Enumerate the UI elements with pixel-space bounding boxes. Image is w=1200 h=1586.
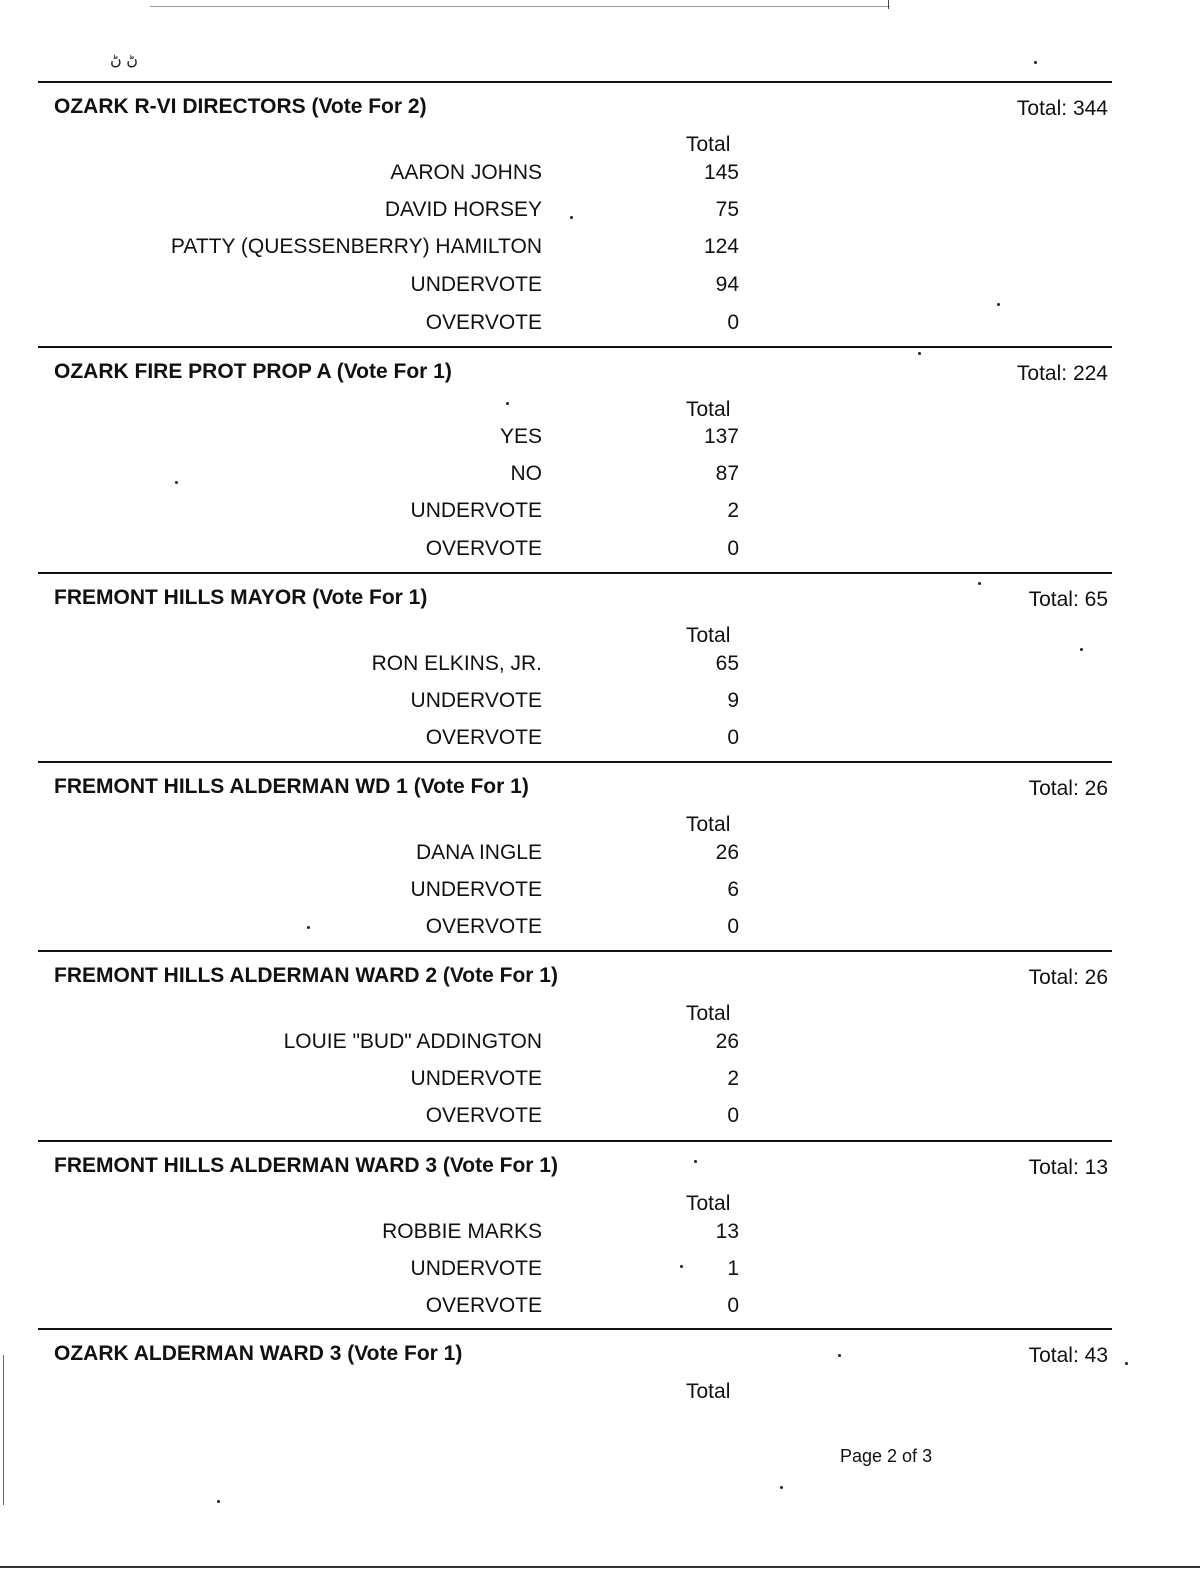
candidate-name: OVERVOTE (425, 537, 542, 560)
vote-count: 94 (715, 273, 739, 296)
race-title: OZARK FIRE PROT PROP A (Vote For 1) (54, 360, 452, 383)
vote-count: 0 (727, 1294, 739, 1317)
scan-speck (217, 1500, 220, 1503)
race-title: FREMONT HILLS ALDERMAN WD 1 (Vote For 1) (54, 775, 529, 798)
race-section (38, 761, 1112, 949)
race-title: FREMONT HILLS MAYOR (Vote For 1) (54, 586, 428, 609)
vote-count: 13 (715, 1220, 739, 1243)
result-row (38, 652, 1112, 678)
race-section (38, 572, 1112, 760)
scan-marks: ڻ ڻ (110, 52, 138, 69)
scan-top-edge (150, 0, 890, 7)
page-number: Page 2 of 3 (840, 1446, 933, 1466)
column-header-total: Total (686, 398, 731, 421)
candidate-name: UNDERVOTE (410, 689, 542, 712)
vote-count: 124 (703, 235, 739, 258)
vote-count: 75 (715, 198, 739, 221)
result-row (38, 1067, 1112, 1093)
candidate-name: PATTY (QUESSENBERRY) HAMILTON (170, 235, 542, 258)
scan-speck (780, 1486, 783, 1489)
vote-count: 6 (727, 878, 739, 901)
result-row (38, 1030, 1112, 1056)
candidate-name: DANA INGLE (415, 841, 542, 864)
result-row (38, 235, 1112, 261)
candidate-name: UNDERVOTE (410, 273, 542, 296)
candidate-name: OVERVOTE (425, 1294, 542, 1317)
candidate-name: UNDERVOTE (410, 499, 542, 522)
candidate-name: RON ELKINS, JR. (371, 652, 542, 675)
race-section (38, 81, 1112, 347)
result-row (38, 537, 1112, 563)
candidate-name: UNDERVOTE (410, 1257, 542, 1280)
race-total: Total: 224 (1016, 362, 1108, 385)
result-row (38, 726, 1112, 752)
candidate-name: OVERVOTE (425, 1104, 542, 1127)
column-header-total: Total (686, 624, 731, 647)
vote-count: 137 (703, 425, 739, 448)
candidate-name: OVERVOTE (425, 726, 542, 749)
result-row (38, 1220, 1112, 1246)
result-row (38, 1294, 1112, 1320)
race-total: Total: 13 (1028, 1156, 1108, 1179)
race-section (38, 1140, 1112, 1330)
vote-count: 2 (727, 499, 739, 522)
candidate-name: YES (499, 425, 542, 448)
race-total: Total: 43 (1028, 1344, 1108, 1367)
scan-bottom-edge (0, 1566, 1200, 1568)
race-total: Total: 65 (1028, 588, 1108, 611)
race-title: FREMONT HILLS ALDERMAN WARD 2 (Vote For 1) (54, 964, 558, 987)
vote-count: 0 (727, 1104, 739, 1127)
race-total: Total: 344 (1016, 97, 1108, 120)
result-row (38, 1104, 1112, 1130)
candidate-name: AARON JOHNS (390, 161, 542, 184)
race-section (38, 346, 1112, 574)
candidate-name: UNDERVOTE (410, 878, 542, 901)
result-row (38, 462, 1112, 488)
column-header-total: Total (686, 1002, 731, 1025)
vote-count: 26 (715, 841, 739, 864)
column-header-total: Total (686, 813, 731, 836)
vote-count: 0 (727, 726, 739, 749)
vote-count: 0 (727, 311, 739, 334)
result-row (38, 689, 1112, 715)
scan-top-tick (888, 0, 889, 9)
column-header-total: Total (686, 1380, 731, 1403)
vote-count: 65 (715, 652, 739, 675)
result-row (38, 161, 1112, 187)
scan-speck (1034, 61, 1037, 64)
candidate-name: UNDERVOTE (410, 1067, 542, 1090)
race-title: FREMONT HILLS ALDERMAN WARD 3 (Vote For 1) (54, 1154, 558, 1177)
vote-count: 2 (727, 1067, 739, 1090)
column-header-total: Total (686, 1192, 731, 1215)
candidate-name: LOUIE "BUD" ADDINGTON (283, 1030, 542, 1053)
scan-speck (1125, 1362, 1128, 1365)
column-header-total: Total (686, 133, 731, 156)
scan-left-margin-line (3, 1355, 4, 1505)
vote-count: 9 (727, 689, 739, 712)
result-row (38, 273, 1112, 299)
candidate-name: OVERVOTE (425, 915, 542, 938)
candidate-name: DAVID HORSEY (384, 198, 542, 221)
result-row (38, 878, 1112, 904)
vote-count: 0 (727, 915, 739, 938)
result-row (38, 1257, 1112, 1283)
race-title: OZARK ALDERMAN WARD 3 (Vote For 1) (54, 1342, 463, 1365)
result-row (38, 198, 1112, 224)
vote-count: 1 (727, 1257, 739, 1280)
candidate-name: NO (510, 462, 542, 485)
result-row (38, 311, 1112, 337)
vote-count: 87 (715, 462, 739, 485)
race-section (38, 950, 1112, 1142)
result-row (38, 425, 1112, 451)
candidate-name: OVERVOTE (425, 311, 542, 334)
result-row (38, 915, 1112, 941)
race-section (38, 1328, 1112, 1420)
race-total: Total: 26 (1028, 777, 1108, 800)
candidate-name: ROBBIE MARKS (382, 1220, 542, 1243)
vote-count: 0 (727, 537, 739, 560)
result-row (38, 499, 1112, 525)
result-row (38, 841, 1112, 867)
vote-count: 26 (715, 1030, 739, 1053)
race-title: OZARK R-VI DIRECTORS (Vote For 2) (54, 95, 427, 118)
race-total: Total: 26 (1028, 966, 1108, 989)
vote-count: 145 (703, 161, 739, 184)
